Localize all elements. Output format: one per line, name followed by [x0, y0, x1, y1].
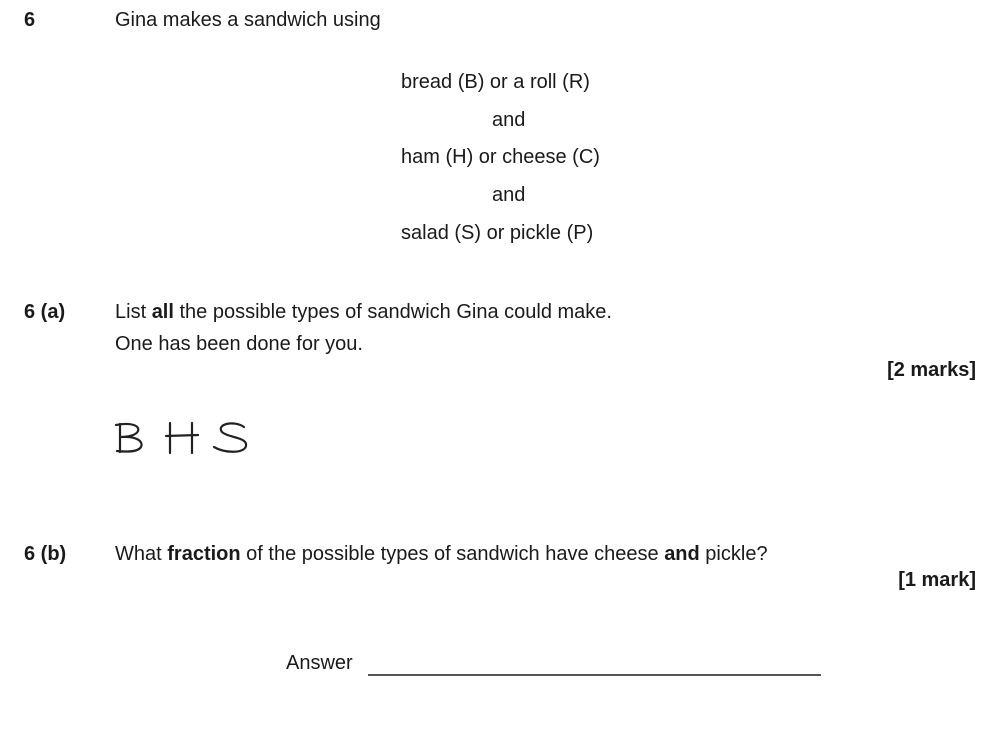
handwritten-bhs-icon — [114, 420, 254, 456]
option-salad-pickle: salad (S) or pickle (P) — [401, 222, 594, 244]
option-bread-roll: bread (B) or a roll (R) — [401, 71, 590, 93]
answer-line[interactable] — [368, 674, 821, 676]
emphasis-fraction: fraction — [167, 543, 241, 565]
option-ham-cheese: ham (H) or cheese (C) — [401, 146, 600, 168]
part-a-note: One has been done for you. — [115, 333, 363, 355]
part-a-marks: [2 marks] — [887, 359, 976, 381]
answer-label: Answer — [286, 652, 353, 674]
part-b-marks: [1 mark] — [898, 569, 976, 591]
part-a-instruction: List all the possible types of sandwich Gina could make. — [115, 301, 612, 323]
handwritten-example — [114, 420, 254, 462]
option-and-1: and — [492, 109, 526, 131]
option-and-2: and — [492, 184, 526, 206]
emphasis-all: all — [151, 301, 174, 323]
question-intro: Gina makes a sandwich using — [115, 9, 381, 31]
question-number: 6 — [24, 9, 36, 31]
part-a-label: 6 (a) — [24, 301, 66, 323]
emphasis-and: and — [664, 543, 700, 565]
part-b-label: 6 (b) — [24, 543, 67, 565]
part-b-question: What fraction of the possible types of sandwich have cheese and pickle? — [115, 543, 768, 565]
